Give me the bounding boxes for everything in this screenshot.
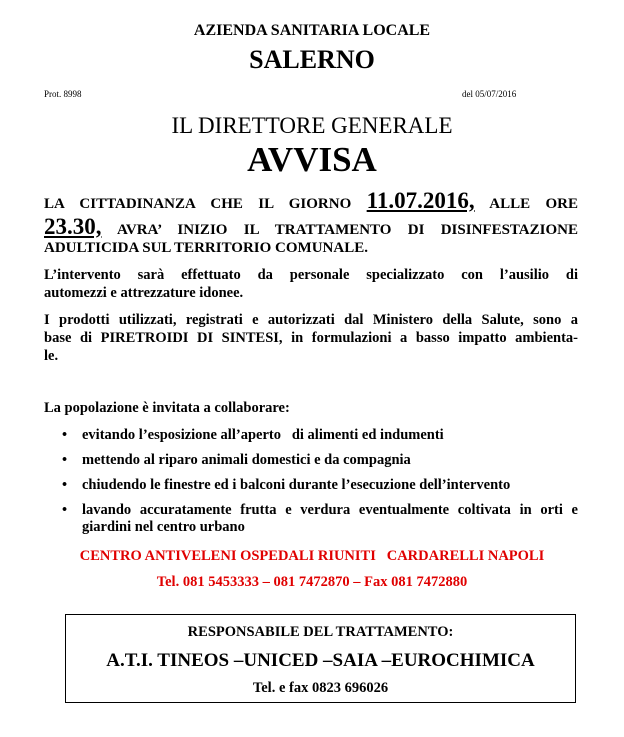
announcement-paragraph — [44, 188, 578, 258]
announcement-line-2 — [44, 214, 578, 240]
products-paragraph — [44, 311, 578, 365]
announcement-text-1b: ALLE ORE — [489, 196, 578, 212]
bullet-icon: • — [62, 502, 68, 518]
products-line-1: I prodotti utilizzati, registrati e autorizzati dal Ministero della Salute, sono a — [44, 312, 578, 328]
list-item — [62, 502, 578, 536]
director-title: IL DIRETTORE GENERALE — [171, 113, 453, 138]
announcement-text-2: AVRA’ INIZIO IL TRATTAMENTO DI DISINFESTAZIONE — [116, 222, 578, 238]
responsible-company: A.T.I. TINEOS –UNICED –SAIA –EUROCHIMICA — [106, 650, 535, 671]
list-item — [62, 427, 578, 444]
poison-center-name: CENTRO ANTIVELENI OSPEDALI RIUNITI CARDARELLI NAPOLI — [79, 548, 545, 564]
products-line-3: le. — [44, 348, 59, 364]
org-name-line2: SALERNO — [249, 45, 375, 74]
protocol-number: Prot. 8998 — [44, 89, 82, 99]
bullet-icon: • — [62, 452, 68, 468]
announcement-line-3: ADULTICIDA SUL TERRITORIO COMUNALE. — [44, 240, 368, 256]
bullet-icon: • — [62, 477, 68, 493]
org-name-line1: AZIENDA SANITARIA LOCALE — [193, 22, 431, 39]
responsible-title: RESPONSABILE DEL TRATTAMENTO: — [187, 624, 454, 640]
treatment-date: 11.07.2016, — [366, 188, 475, 213]
notice-heading: AVVISA — [247, 140, 377, 179]
personnel-paragraph — [44, 266, 578, 302]
document-date: del 05/07/2016 — [462, 89, 517, 99]
list-item-text: mettendo al riparo animali domestici e da compagnia — [82, 452, 411, 468]
personnel-line-1: L’intervento sarà effettuato da personale specializzato con l’ausilio di — [44, 267, 578, 283]
invite-text: La popolazione è invitata a collaborare: — [44, 400, 290, 416]
announcement-text-1a: LA CITTADINANZA CHE IL GIORNO — [44, 196, 352, 212]
list-item — [62, 452, 578, 469]
poison-center-phones: Tel. 081 5453333 – 081 7472870 – Fax 081 7472880 — [156, 574, 468, 590]
treatment-time: 23.30, — [44, 214, 102, 239]
list-item-text: evitando l’esposizione all’aperto di alimenti ed indumenti — [82, 427, 444, 443]
recommendations-list — [62, 427, 578, 544]
list-item — [62, 477, 578, 494]
products-line-2: base di PIRETROIDI DI SINTESI, in formulazioni a basso impatto ambienta- — [44, 330, 578, 346]
list-item-text: lavando accuratamente frutta e verdura eventualmente coltivata in orti e giardini nel centro urbano — [82, 502, 578, 535]
announcement-line-1 — [44, 188, 578, 214]
bullet-icon: • — [62, 427, 68, 443]
responsible-box — [65, 614, 576, 703]
personnel-line-2: automezzi e attrezzature idonee. — [44, 285, 244, 301]
responsible-phone: Tel. e fax 0823 696026 — [252, 680, 389, 696]
list-item-text: chiudendo le finestre ed i balconi durante l’esecuzione dell’intervento — [82, 477, 511, 493]
